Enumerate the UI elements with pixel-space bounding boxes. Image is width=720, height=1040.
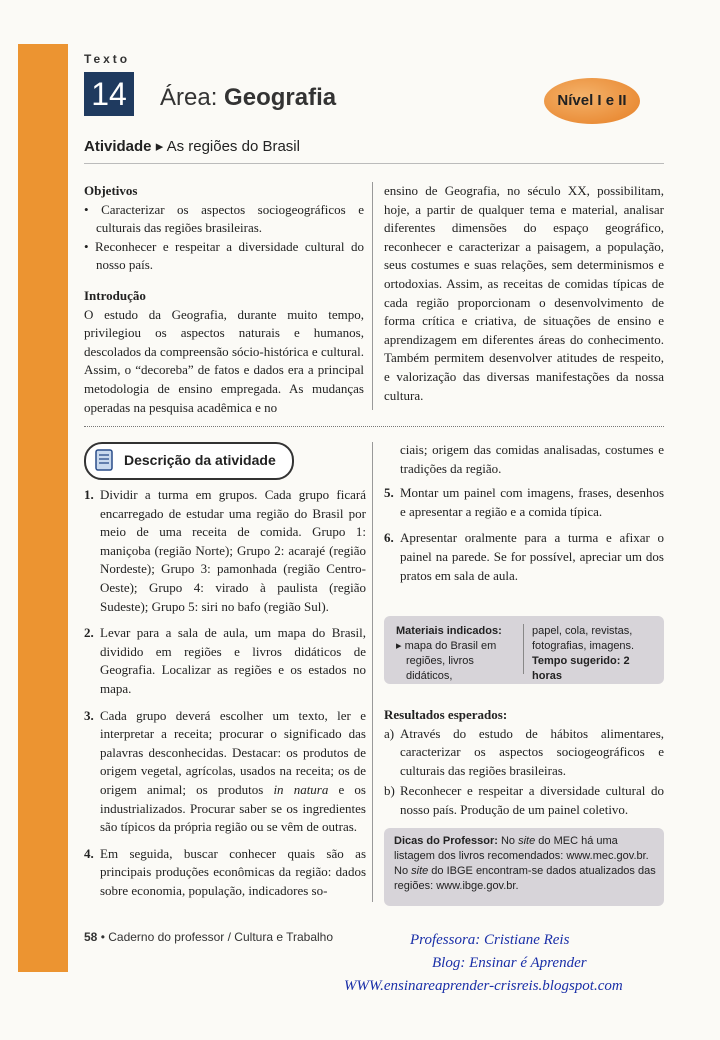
objetivo-item: • Reconhecer e respeitar a diversidade cultural do nosso país. — [84, 238, 364, 273]
page-number: 58 — [84, 930, 98, 944]
resultados-section — [384, 706, 664, 828]
atividade-title: As regiões do Brasil — [166, 138, 300, 155]
triangle-icon: ▸ — [155, 138, 164, 155]
step-item: 5. Montar um painel com imagens, frases, desenhos e apresentar a região e a comida típica. — [384, 485, 664, 519]
objetivos-introducao-column — [84, 182, 364, 417]
descricao-title: Descrição da atividade — [124, 452, 276, 468]
introducao-title: Introdução — [84, 287, 146, 303]
area-prefix: Área: — [160, 84, 218, 111]
step4-continuation: ciais; origem das comidas analisadas, costumes e tradições da região. — [400, 442, 664, 476]
dicas-title: Dicas do Professor: — [394, 835, 498, 847]
orange-side-bar — [18, 44, 68, 972]
materiais-right — [532, 624, 658, 684]
atividade-label: Atividade — [84, 138, 152, 155]
resultado-item: b) Reconhecer e respeitar a diversidade cultural do nosso país. Produção de um painel coletivo. — [384, 783, 664, 817]
column-divider-2 — [372, 442, 373, 902]
descricao-heading — [84, 442, 294, 480]
signature-line-3: WWW.ensinareaprender-crisreis.blogspot.com — [344, 978, 623, 994]
step-item: 2. Levar para a sala de aula, um mapa do Brasil, dividido em regiões e livros didáticos de Geografia. Localizar as regiões e os estados no mapa. — [84, 625, 366, 696]
objetivos-list — [84, 201, 364, 275]
introducao-text-left: O estudo da Geografia, durante muito tempo, privilegiou os aspectos naturais e humanos, descolados da compreensão sócio-histórica e cultural. Assim, o “decoreba” de fatos e dados era a principal metodologia de ensino empregada. As mudanças operadas na pesquisa acadêmica e no — [84, 306, 364, 415]
footer-text: • Caderno do professor / Cultura e Trabalho — [100, 930, 334, 944]
page-footer — [84, 930, 333, 944]
text-number-badge: 14 — [84, 72, 134, 116]
texto-label: Texto — [84, 52, 131, 66]
resultados-list — [384, 725, 664, 820]
step-item: 6. Apresentar oralmente para a turma e afixar o painel na parede. Se for possível, apreciar um dos pratos em sala de aula. — [384, 530, 664, 583]
area-title — [160, 84, 336, 112]
section-divider — [84, 426, 664, 427]
steps-column-left — [84, 486, 366, 908]
signature-line-1: Professora: Cristiane Reis — [410, 932, 570, 948]
step-item: 3. Cada grupo deverá escolher um texto, ler e interpretar a receita; procurar o significado das palavras desconhecidas. Destacar: os produtos de origem vegetal, agrícolas, usados na receita; os de origem animal; os produtos in natura e os industrializados. Procurar saber se os ingredientes são típicos da própria região ou se vêm de outras. — [84, 707, 366, 835]
dicas-text: Dicas do Professor: No site do MEC há uma listagem dos livros recomendados: www.mec.gov.br. No site do IBGE encontram-se dados atualizados das regiões: www.ibge.gov.br. — [394, 835, 656, 892]
step-item: 1. Dividir a turma em grupos. Cada grupo ficará encarregado de estudar uma região do Brasil por meio de uma receita de comida. Grupo 1: maniçoba (região Norte); Grupo 2: acarajé (região Nordeste); Grupo 3: pamonhada (região Centro-Oeste); Grupo 4: virado à paulista (região Sudeste); Grupo 5: siri no bafo (região Sul). — [84, 487, 366, 614]
tempo-sugerido: Tempo sugerido: 2 horas — [532, 655, 630, 682]
nivel-badge: Nível I e II — [544, 78, 640, 124]
materiais-title: Materiais indicados: — [396, 625, 502, 637]
objetivo-item: • Caracterizar os aspectos sociogeográficos e culturais das regiões brasileiras. — [84, 201, 365, 236]
objetivos-title: Objetivos — [84, 183, 138, 198]
signature-line-2: Blog: Ensinar é Aprender — [432, 955, 587, 971]
steps-column-right — [384, 441, 664, 593]
steps-list-right — [384, 484, 664, 585]
step-item: 4. Em seguida, buscar conhecer quais são as principais produções econômicas da região: dados sobre economia, população, indicadores so- — [84, 845, 366, 898]
atividade-heading — [84, 137, 300, 155]
materiais-box — [384, 616, 664, 684]
introducao-column-right — [384, 182, 664, 405]
area-name: Geografia — [224, 84, 337, 111]
materiais-item-right: papel, cola, revistas, fotografias, imagens. — [532, 625, 635, 652]
notepad-icon — [92, 448, 116, 472]
resultados-title: Resultados esperados: — [384, 707, 508, 722]
materiais-divider — [523, 624, 524, 674]
materiais-item: ▸ mapa do Brasil em regiões, livros didáticos, — [396, 640, 497, 682]
dicas-box — [384, 828, 664, 906]
column-divider — [372, 182, 373, 410]
materiais-left — [396, 624, 522, 684]
resultado-item: a) Através do estudo de hábitos alimentares, caracterizar os aspectos sociogeográficos e culturais das regiões brasileiras. — [384, 725, 664, 778]
header-divider — [84, 163, 664, 164]
steps-list — [84, 486, 366, 900]
introducao-text-right: ensino de Geografia, no século XX, possibilitam, hoje, a partir de qualquer tema e material, analisar diferentes dimensões do espaço geográfico, reconhecer e caracterizar a paisagem, a população, seus costumes e suas relações, sem determinismos e ortodoxias. Assim, as receitas de comidas típicas de cada região proporcionam o desenvolvimento de forma crítica e criativa, de situações de ensino e aprendizagem em diferentes áreas do conhecimento. Também permitem desenvolver atitudes de respeito, e valorização das diversas manifestações da nossa cultura. — [384, 183, 664, 403]
